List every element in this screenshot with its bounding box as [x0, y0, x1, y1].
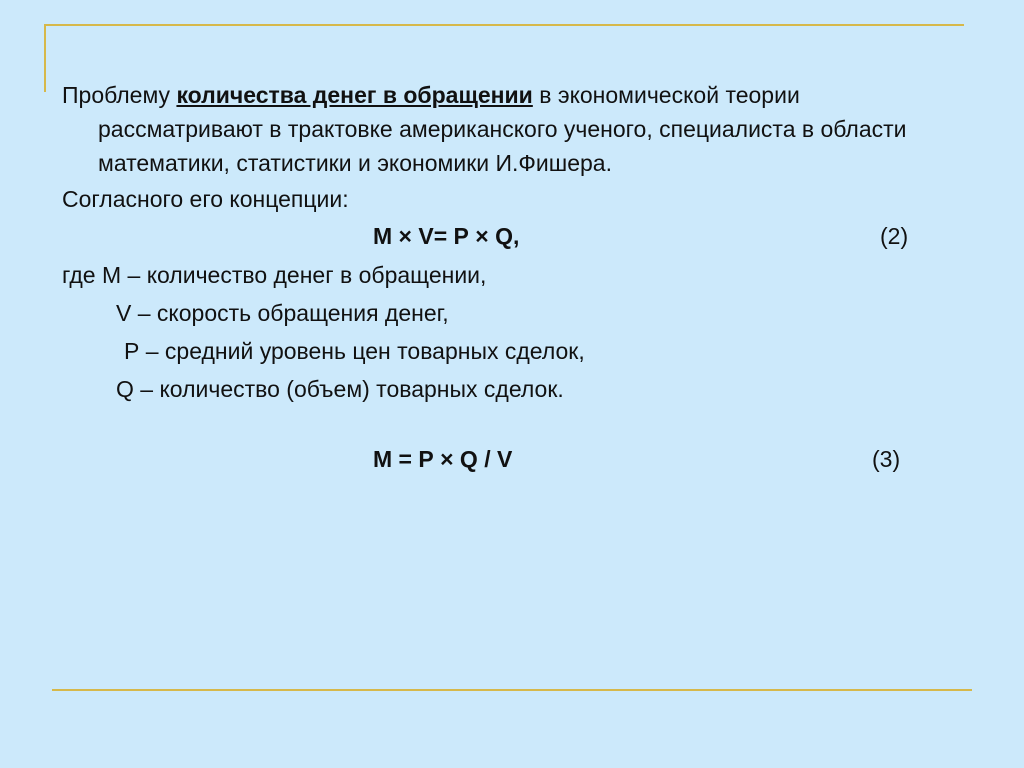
formula-2-number: (3)	[872, 446, 901, 472]
intro-text-before: Проблему	[62, 82, 177, 108]
formula-2: М = Р × Q / V	[373, 446, 513, 472]
intro-key-term: количества денег в обращении	[176, 82, 533, 108]
definition-v: V – скорость обращения денег,	[116, 300, 449, 326]
concept-line: Согласного его концепции:	[62, 186, 349, 212]
intro-paragraph	[62, 78, 962, 180]
frame-bottom-line	[52, 689, 972, 691]
definition-q: Q – количество (объем) товарных сделок.	[116, 376, 564, 402]
formula-row-2	[62, 442, 962, 482]
definition-p: Р – средний уровень цен товарных сделок,	[124, 338, 585, 364]
intro-text-after: в экономической теории рассматривают в трактовке американского ученого, специалиста в области математики, статистики и экономики И.Фишера.	[98, 82, 907, 176]
formula-1-number: (2)	[880, 223, 909, 249]
definition-m: где М – количество денег в обращении,	[62, 262, 487, 288]
frame-top-line	[44, 24, 964, 26]
slide-content	[62, 78, 962, 482]
formula-row-1	[62, 216, 962, 256]
frame-left-line	[44, 24, 46, 92]
formula-1: М × V= Р × Q,	[373, 223, 520, 249]
